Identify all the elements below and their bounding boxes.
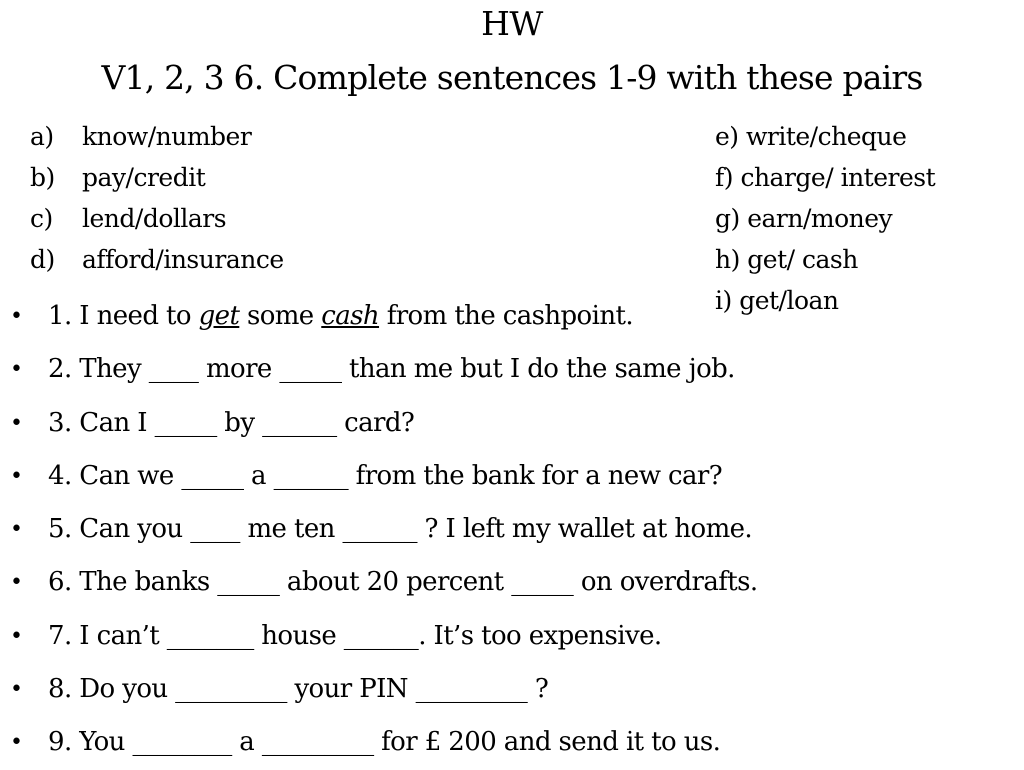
answer-word: cash	[321, 301, 380, 331]
word-pair-e: e) write/cheque	[715, 122, 907, 151]
sentence-4	[0, 450, 1024, 503]
sentence-text: some	[239, 301, 322, 331]
sentence-7	[0, 610, 1024, 663]
word-pair-c	[30, 198, 284, 239]
pair-text: lend/dollars	[82, 204, 227, 233]
pair-marker: c)	[30, 204, 53, 233]
bullet-icon: •	[10, 463, 23, 489]
sentence-text: 5. Can you ____ me ten ______ ? I left my wallet at home.	[48, 514, 753, 545]
bullet-icon: •	[10, 304, 23, 329]
word-pair-h: h) get/ cash	[715, 245, 858, 274]
word-pairs-left-list	[30, 116, 284, 280]
sentence-9	[0, 716, 1024, 769]
pair-marker: a)	[30, 122, 54, 151]
sentence-text: 3. Can I _____ by ______ card?	[48, 407, 415, 438]
sentence-text: 2. They ____ more _____ than me but I do the same job.	[48, 354, 735, 385]
sentence-text: from the cashpoint.	[379, 301, 633, 331]
word-pair-f: f) charge/ interest	[715, 163, 936, 192]
word-pair-d	[30, 239, 284, 280]
sentence-text: 8. Do you _________ your PIN _________ ?	[48, 674, 549, 705]
pair-text: pay/credit	[82, 163, 206, 192]
bullet-icon: •	[10, 677, 23, 703]
sentence-8	[0, 663, 1024, 716]
sentence-text: 4. Can we _____ a ______ from the bank for a new car?	[48, 460, 723, 491]
pair-text: know/number	[82, 122, 252, 151]
sentence-list	[0, 290, 1024, 770]
word-pair-a	[30, 116, 284, 157]
sentence-text: 9. You ________ a _________ for £ 200 and send it to us.	[48, 727, 721, 758]
sentence-5	[0, 503, 1024, 556]
sentence-text: 6. The banks _____ about 20 percent _____ on overdrafts.	[48, 567, 758, 598]
sentence-3	[0, 397, 1024, 450]
sentence-1	[0, 290, 1024, 343]
bullet-icon: •	[10, 623, 23, 649]
word-pair-g: g) earn/money	[715, 204, 893, 233]
bullet-icon: •	[10, 517, 23, 543]
word-pair-i: i) get/loan	[715, 286, 839, 315]
bullet-icon: •	[10, 410, 23, 436]
pair-marker: b)	[30, 163, 55, 192]
pair-marker: d)	[30, 245, 55, 274]
sentence-text: 7. I can’t _______ house ______. It’s too expensive.	[48, 620, 662, 651]
pair-text: afford/insurance	[82, 245, 284, 274]
bullet-icon: •	[10, 357, 23, 383]
answer-word: get	[198, 301, 240, 331]
page-subtitle: V1, 2, 3 6. Complete sentences 1-9 with these pairs	[101, 58, 923, 97]
bullet-icon: •	[10, 730, 23, 756]
sentence-6	[0, 556, 1024, 609]
sentence-text: 1. I need to	[48, 301, 199, 331]
page-title: HW	[481, 4, 543, 43]
bullet-icon: •	[10, 570, 23, 596]
word-pair-b	[30, 157, 284, 198]
sentence-2	[0, 343, 1024, 396]
